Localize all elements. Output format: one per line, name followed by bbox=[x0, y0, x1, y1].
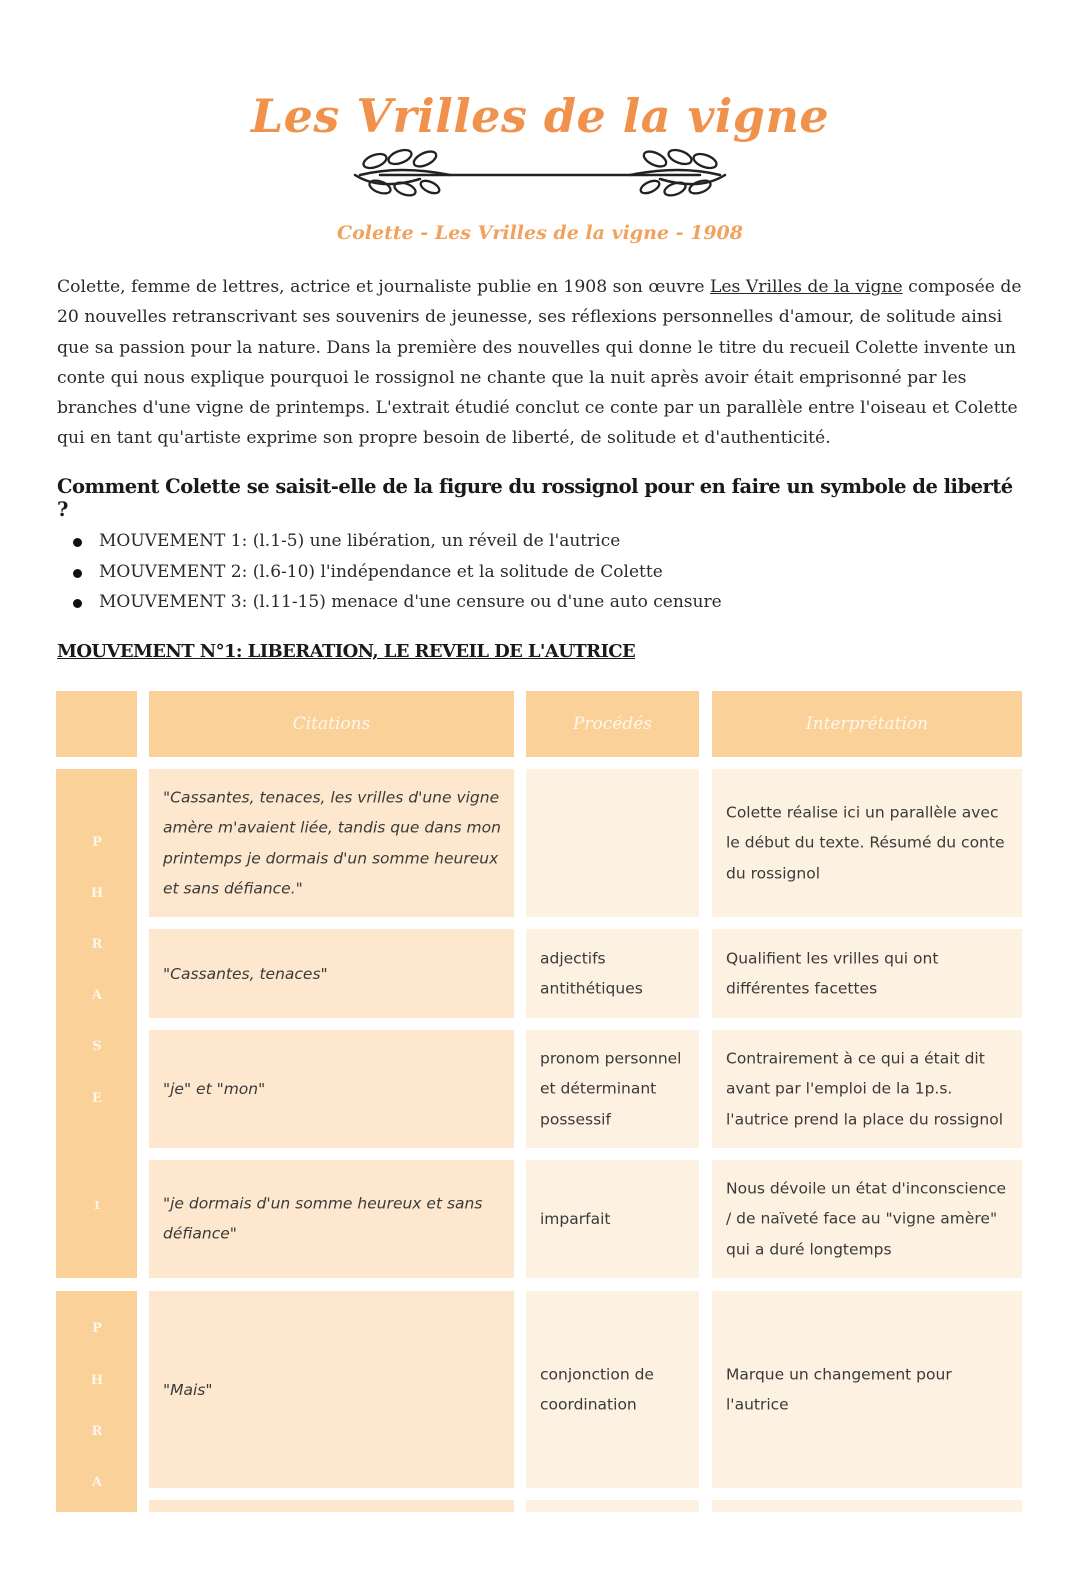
table-cell-procede bbox=[526, 769, 699, 917]
mouvement-text: MOUVEMENT 2: (l.6-10) l'indépendance et la solitude de Colette bbox=[99, 561, 663, 582]
table-cell-interpretation bbox=[712, 1500, 1022, 1512]
header-interpretation bbox=[712, 691, 1022, 757]
procede-text: conjonction de coordination bbox=[540, 1365, 654, 1414]
table-cell-interpretation bbox=[712, 1030, 1022, 1148]
work-title: Les Vrilles de la vigne bbox=[709, 277, 903, 297]
mouvement-text: MOUVEMENT 1: (l.1-5) une libération, un réveil de l'autrice bbox=[99, 531, 621, 551]
table-cell-procede bbox=[526, 929, 699, 1018]
intro-paragraph bbox=[57, 272, 1027, 454]
table-cell-citation bbox=[149, 1500, 514, 1512]
procede-text: adjectifs antithétiques bbox=[540, 949, 643, 998]
procede-text: imparfait bbox=[540, 1209, 611, 1228]
table-cell-citation bbox=[149, 929, 514, 1018]
citation-text: "Mais" bbox=[163, 1380, 213, 1399]
interpretation-text: Marque un changement pour l'autrice bbox=[726, 1365, 952, 1414]
interpretation-text: Contrairement à ce qui a était dit avant par l'emploi de la 1p.s. l'autrice prend la place du rossignol bbox=[726, 1049, 1004, 1129]
table-cell-citation bbox=[149, 1160, 514, 1278]
header-citations-label: Citations bbox=[292, 714, 371, 734]
procede-text: pronom personnel et déterminant possessif bbox=[540, 1049, 682, 1129]
table-cell-procede bbox=[526, 1160, 699, 1278]
page-title: Les Vrilles de la vigne bbox=[250, 88, 830, 143]
phrase-1-label bbox=[56, 769, 137, 1278]
phrase-letter: H bbox=[90, 1373, 104, 1388]
interpretation-text: Colette réalise ici un parallèle avec le début du texte. Résumé du conte du rossignol bbox=[726, 803, 1005, 883]
header-procedes bbox=[526, 691, 699, 757]
interpretation-text: Qualifient les vrilles qui ont différentes facettes bbox=[726, 949, 939, 998]
list-item bbox=[70, 526, 970, 557]
table-cell-interpretation bbox=[712, 929, 1022, 1018]
bullet-icon bbox=[73, 569, 82, 578]
header-interpretation-label: Interprétation bbox=[805, 714, 929, 734]
table-cell-citation bbox=[149, 1291, 514, 1488]
header-procedes-label: Procédés bbox=[572, 714, 653, 734]
subtitle: Colette - Les Vrilles de la vigne - 1908 bbox=[337, 222, 743, 244]
phrase-letter: H bbox=[90, 886, 104, 901]
phrase-2-label bbox=[56, 1291, 137, 1512]
phrase-letter: P bbox=[92, 1321, 102, 1336]
mouvement-text: MOUVEMENT 3: (l.11-15) menace d'une censure ou d'une auto censure bbox=[99, 592, 722, 612]
phrase-letter: A bbox=[91, 988, 103, 1003]
phrase-letter: S bbox=[92, 1039, 102, 1054]
phrase-letter: P bbox=[92, 835, 102, 850]
problematique: Comment Colette se saisit-elle de la figure du rossignol pour en faire un symbole de liberté ? bbox=[57, 475, 1013, 521]
laurel-divider-icon bbox=[340, 143, 740, 203]
intro-text-end: composée de 20 nouvelles retranscrivant ses souvenirs de jeunesse, ses réflexions personnelles d'amour, de solitude ainsi que sa passion pour la nature. Dans la première des nouvelles qui donne le titre du recueil Colette invente un conte qui nous explique pourquoi le rossignol ne chante que la nuit après avoir était emprisonné par les branches d'une vigne de printemps. L'extrait étudié conclut ce conte par un parallèle entre l'oiseau et Colette qui en tant qu'artiste exprime son propre besoin de liberté, de solitude et d'authenticité. bbox=[57, 277, 1022, 449]
phrase-letter: A bbox=[91, 1475, 103, 1490]
list-item bbox=[70, 587, 970, 618]
table-cell-interpretation bbox=[712, 1291, 1022, 1488]
table-cell-procede bbox=[526, 1291, 699, 1488]
phrase-number: 1 bbox=[93, 1199, 101, 1212]
table-cell-procede bbox=[526, 1030, 699, 1148]
header-citations bbox=[149, 691, 514, 757]
bullet-icon bbox=[73, 538, 82, 547]
list-item bbox=[70, 557, 970, 588]
mouvements-list bbox=[70, 526, 970, 618]
table-cell-interpretation bbox=[712, 1160, 1022, 1278]
citation-text: "Cassantes, tenaces, les vrilles d'une vigne amère m'avaient liée, tandis que dans mon printemps je dormais d'un somme heureux et sans défiance." bbox=[163, 788, 501, 898]
table-cell-procede bbox=[526, 1500, 699, 1512]
citation-text: "Cassantes, tenaces" bbox=[163, 964, 328, 983]
phrase-letter: R bbox=[91, 1424, 103, 1439]
phrase-letter: E bbox=[92, 1091, 102, 1106]
citation-text: "je" et "mon" bbox=[163, 1079, 266, 1098]
interpretation-text: Nous dévoile un état d'inconscience / de naïveté face au "vigne amère" qui a duré longtemps bbox=[726, 1179, 1007, 1259]
citation-text: "je dormais d'un somme heureux et sans défiance" bbox=[163, 1194, 483, 1243]
table-cell-citation bbox=[149, 1030, 514, 1148]
section-title: MOUVEMENT N°1: LIBERATION, LE REVEIL DE L'AUTRICE bbox=[57, 641, 636, 662]
bullet-icon bbox=[73, 599, 82, 608]
header-blank bbox=[56, 691, 137, 757]
intro-text-start: Colette, femme de lettres, actrice et journaliste publie en 1908 son œuvre bbox=[57, 277, 710, 297]
table-cell-interpretation bbox=[712, 769, 1022, 917]
phrase-letter: R bbox=[91, 937, 103, 952]
table-cell-citation bbox=[149, 769, 514, 917]
